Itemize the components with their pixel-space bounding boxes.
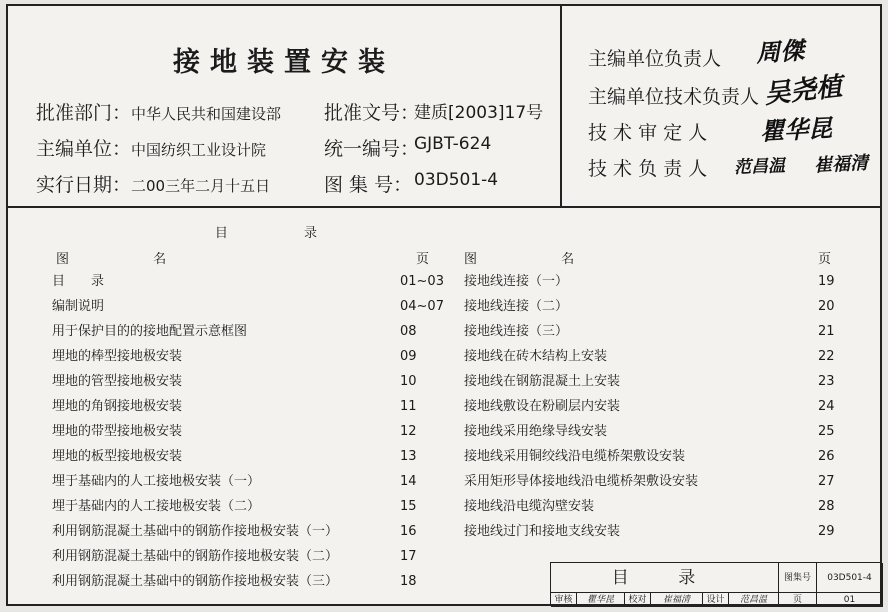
title-block-check-label: 校对 bbox=[625, 593, 651, 607]
unified-no-label: 统一编号： bbox=[324, 138, 420, 160]
info-row-effective-date bbox=[36, 170, 499, 200]
toc-entry-name: 采用矩形导体接地线沿电缆桥架敷设安装 bbox=[464, 474, 699, 489]
toc-entry-name: 接地线在砖木结构上安装 bbox=[464, 349, 608, 364]
toc-entry-name: 利用钢筋混凝土基础中的钢筋作接地极安装（三） bbox=[52, 574, 339, 589]
toc-entry-page: 08 bbox=[400, 324, 417, 339]
title-block bbox=[550, 562, 882, 606]
toc-entry-name: 用于保护目的的接地配置示意框图 bbox=[52, 324, 248, 339]
toc-entry-page: 11 bbox=[400, 399, 417, 414]
role-chief-unit-tech-head: 主编单位技术负责人 bbox=[588, 86, 760, 108]
toc-entry-name: 接地线过门和接地支线安装 bbox=[464, 524, 621, 539]
toc-entry-page: 14 bbox=[400, 474, 417, 489]
toc-entry-page: 10 bbox=[400, 374, 417, 389]
toc-title: 目 录 bbox=[214, 226, 354, 241]
toc-entry-name: 接地线敷设在粉刷层内安装 bbox=[464, 399, 621, 414]
toc-entry-left bbox=[52, 495, 417, 519]
approval-dept-value: 中华人民共和国建设部 bbox=[131, 105, 282, 123]
toc-right-name-header: 图 名 bbox=[464, 252, 615, 267]
toc-entry-name: 接地线连接（三） bbox=[464, 324, 569, 339]
role-tech-approver: 技 术 审 定 人 bbox=[588, 122, 708, 144]
atlas-no-label: 图 集 号： bbox=[324, 174, 413, 196]
title-block-page-label: 页 bbox=[779, 593, 817, 607]
chief-unit-value: 中国纺织工业设计院 bbox=[131, 141, 267, 159]
unified-no-value: GJBT-624 bbox=[414, 134, 492, 154]
signature-3: 瞿华昆 bbox=[759, 113, 833, 146]
toc-entry-page: 22 bbox=[818, 349, 835, 364]
toc-entry-name: 埋地的管型接地极安装 bbox=[52, 374, 183, 389]
toc-entry-page: 01~03 bbox=[400, 274, 444, 289]
header-block bbox=[8, 6, 880, 208]
signature-2: 吴尧植 bbox=[762, 71, 844, 110]
toc-entry-page: 20 bbox=[818, 299, 835, 314]
toc-entry-page: 29 bbox=[818, 524, 835, 539]
toc-entry-right bbox=[464, 495, 835, 519]
title-block-atlas-label: 图集号 bbox=[779, 563, 817, 593]
toc-entry-left bbox=[52, 545, 417, 569]
toc-entry-right bbox=[464, 370, 835, 394]
toc-entry-name: 接地线连接（一） bbox=[464, 274, 569, 289]
toc-entry-left bbox=[52, 295, 444, 319]
toc-entry-name: 埋地的角钢接地极安装 bbox=[52, 399, 183, 414]
toc-entry-page: 26 bbox=[818, 449, 835, 464]
toc-entry-left bbox=[52, 445, 417, 469]
effective-date-value: 二00三年二月十五日 bbox=[131, 177, 271, 195]
role-tech-lead: 技 术 负 责 人 bbox=[588, 158, 708, 180]
toc-entry-page: 28 bbox=[818, 499, 835, 514]
chief-unit-label: 主编单位： bbox=[36, 138, 132, 160]
toc-entry-name: 接地线在钢筋混凝土上安装 bbox=[464, 374, 621, 389]
toc-entry-right bbox=[464, 470, 835, 494]
toc-entry-right bbox=[464, 445, 835, 469]
toc-left-name-header: 图 名 bbox=[56, 252, 207, 267]
toc-entry-name: 埋地的棒型接地极安装 bbox=[52, 349, 183, 364]
drawing-sheet bbox=[6, 4, 882, 606]
toc-entry-page: 16 bbox=[400, 524, 417, 539]
toc-entry-left bbox=[52, 570, 417, 594]
info-row-chief-unit bbox=[36, 134, 492, 164]
role-chief-unit-head: 主编单位负责人 bbox=[588, 48, 722, 70]
approval-no-label: 批准文号： bbox=[324, 102, 420, 124]
toc-entry-name: 目 录 bbox=[52, 274, 105, 289]
toc-entry-page: 23 bbox=[818, 374, 835, 389]
approval-no-value: 建质[2003]17号 bbox=[414, 103, 544, 123]
toc-entry-name: 编制说明 bbox=[52, 299, 105, 314]
toc-entry-page: 19 bbox=[818, 274, 835, 289]
toc-entry-name: 接地线连接（二） bbox=[464, 299, 569, 314]
toc-entry-right bbox=[464, 270, 835, 294]
toc-entry-left bbox=[52, 270, 444, 294]
title-block-check-signature: 崔福清 bbox=[651, 593, 703, 607]
title-block-page-value: 01 bbox=[817, 593, 883, 607]
title-block-design-label: 设计 bbox=[703, 593, 729, 607]
toc-entry-left bbox=[52, 320, 417, 344]
title-block-review-label: 审核 bbox=[551, 593, 577, 607]
toc-entry-name: 埋地的带型接地极安装 bbox=[52, 424, 183, 439]
toc-entry-right bbox=[464, 345, 835, 369]
approval-dept-label: 批准部门： bbox=[36, 102, 132, 124]
toc-entry-page: 09 bbox=[400, 349, 417, 364]
toc-entry-name: 接地线沿电缆沟壁安装 bbox=[464, 499, 595, 514]
toc-entry-name: 接地线采用绝缘导线安装 bbox=[464, 424, 608, 439]
toc-entry-name: 利用钢筋混凝土基础中的钢筋作接地极安装（一） bbox=[52, 524, 339, 539]
toc-entry-page: 13 bbox=[400, 449, 417, 464]
toc-entry-page: 17 bbox=[400, 549, 417, 564]
title-block-name: 目 录 bbox=[551, 563, 779, 593]
toc-entry-left bbox=[52, 370, 417, 394]
title-block-review-signature: 瞿华昆 bbox=[577, 593, 625, 607]
toc-entry-name: 埋于基础内的人工接地极安装（二） bbox=[52, 499, 261, 514]
signature-1: 周傑 bbox=[755, 35, 806, 68]
toc-entry-left bbox=[52, 420, 417, 444]
toc-entry-right bbox=[464, 295, 835, 319]
info-row-approval bbox=[36, 98, 544, 128]
document-title: 接地装置安装 bbox=[173, 47, 395, 78]
toc-entry-name: 利用钢筋混凝土基础中的钢筋作接地极安装（二） bbox=[52, 549, 339, 564]
toc-entry-name: 埋地的板型接地极安装 bbox=[52, 449, 183, 464]
toc-entry-page: 24 bbox=[818, 399, 835, 414]
toc-entry-page: 18 bbox=[400, 574, 417, 589]
toc-entry-right bbox=[464, 420, 835, 444]
title-block-atlas-value: 03D501-4 bbox=[817, 563, 883, 593]
toc-entry-page: 04~07 bbox=[400, 299, 444, 314]
toc-left-page-header: 页 bbox=[416, 252, 430, 267]
header-divider bbox=[560, 6, 562, 206]
atlas-no-value: 03D501-4 bbox=[414, 170, 499, 190]
toc-entry-right bbox=[464, 320, 835, 344]
toc-entry-page: 12 bbox=[400, 424, 417, 439]
toc-entry-page: 15 bbox=[400, 499, 417, 514]
toc-right-page-header: 页 bbox=[818, 252, 832, 267]
toc-entry-right bbox=[464, 395, 835, 419]
effective-date-label: 实行日期： bbox=[36, 174, 132, 196]
signature-4: 范昌温 bbox=[733, 156, 786, 178]
toc-entry-page: 21 bbox=[818, 324, 835, 339]
toc-entry-page: 25 bbox=[818, 424, 835, 439]
toc-entry-name: 埋于基础内的人工接地极安装（一） bbox=[52, 474, 261, 489]
toc-entry-left bbox=[52, 470, 417, 494]
toc-entry-left bbox=[52, 395, 417, 419]
signature-5: 崔福清 bbox=[813, 152, 869, 177]
toc-entry-left bbox=[52, 520, 417, 544]
toc-entry-name: 接地线采用铜绞线沿电缆桥架敷设安装 bbox=[464, 449, 686, 464]
toc-entry-left bbox=[52, 345, 417, 369]
title-block-design-signature: 范昌温 bbox=[729, 593, 779, 607]
toc-entry-right bbox=[464, 520, 835, 544]
toc-entry-page: 27 bbox=[818, 474, 835, 489]
